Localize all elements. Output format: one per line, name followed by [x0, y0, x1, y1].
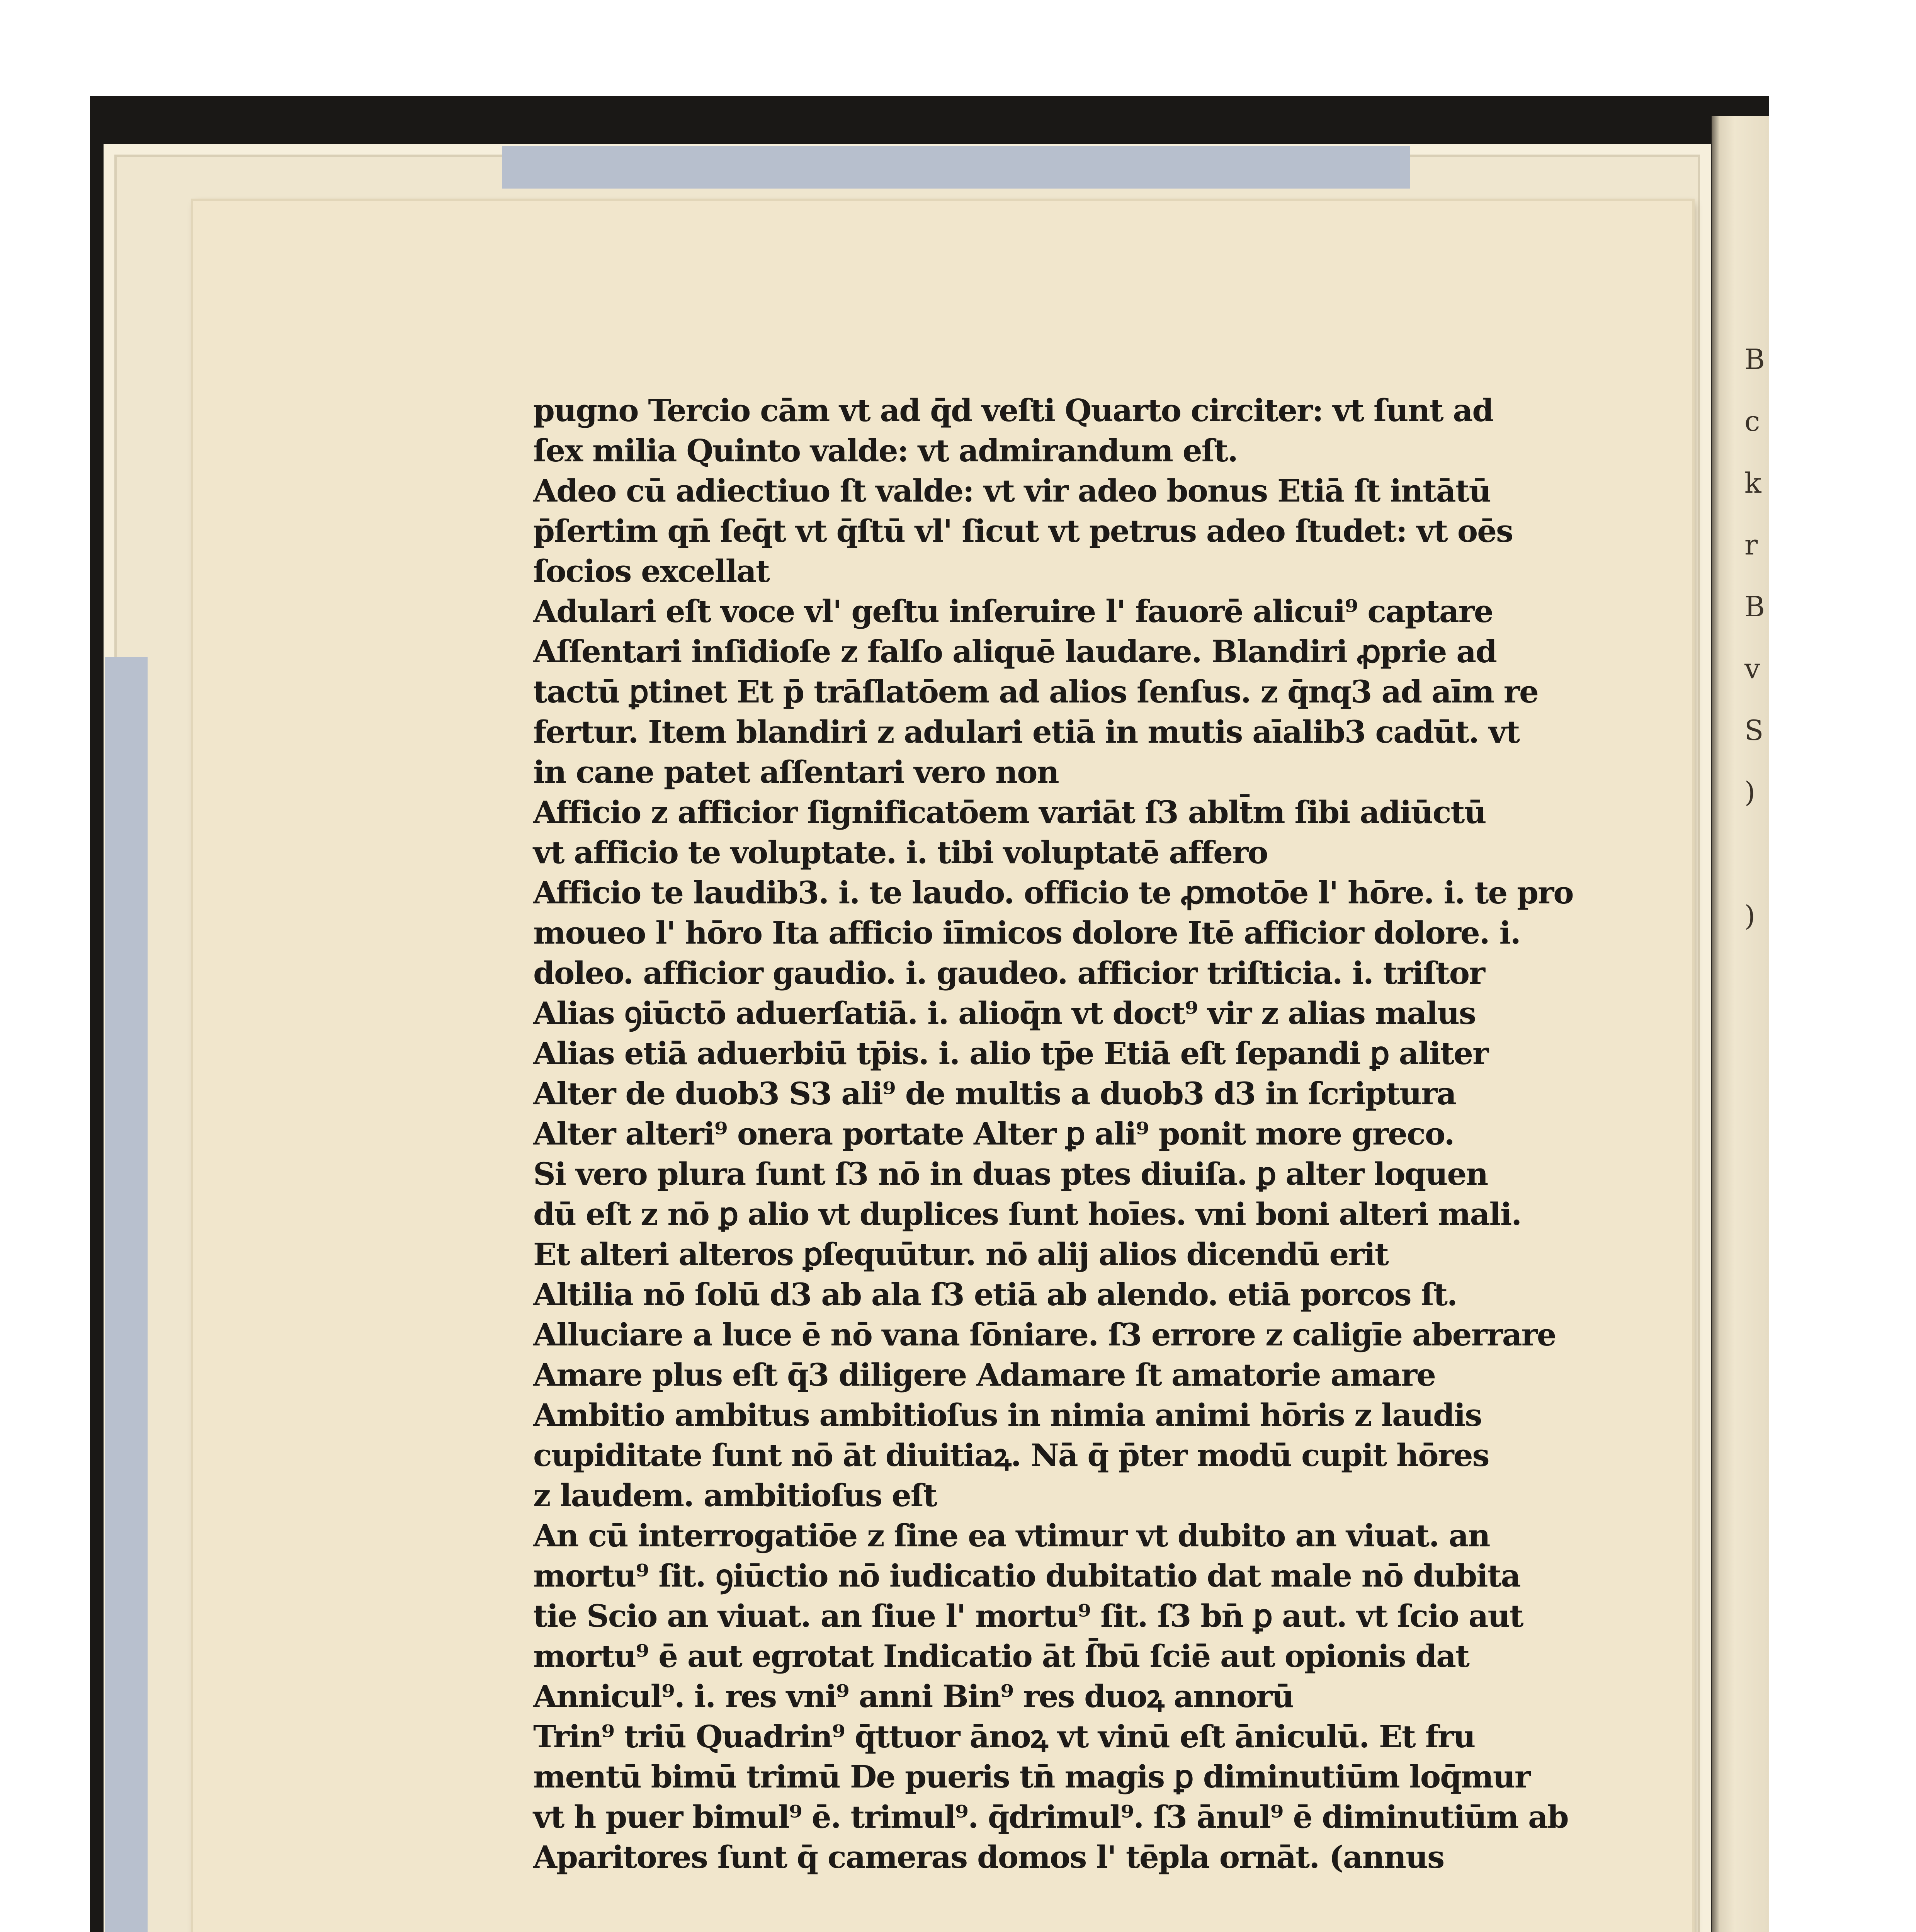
text-line: z laudem. ambitioſus eſt	[533, 1477, 937, 1514]
text-line: Altilia nō ſolū d3 ab ala ſ3 etiā ab alendo. etiā porcos ſt.	[533, 1276, 1457, 1313]
text-line: Afficio te laudib3. i. te laudo. officio te ꝓmotōe l' hōre. i. te pro	[533, 874, 1573, 911]
text-line: moueo l' hōro Ita afficio iīmicos dolore Itē afficior dolore. i.	[533, 915, 1520, 951]
text-line: Trin⁹ triū Quadrin⁹ q̄ttuor ānoꝝ vt vinū eſt āniculū. Et fru	[533, 1718, 1475, 1755]
text-line: p̄ſertim qn̄ ſeq̄t vt q̄ſtū vl' ſicut vt petrus adeo ſtudet: vt oēs	[533, 513, 1513, 549]
text-line: doleo. afficior gaudio. i. gaudeo. afficior triſticia. i. triſtor	[533, 955, 1485, 991]
text-line: Adeo cū adiectiuo ſt valde: vt vir adeo bonus Etiā ſt intātū	[533, 473, 1491, 509]
text-line: in cane patet aſſentari vero non	[533, 754, 1059, 790]
text-line: dū eſt z nō ꝑ alio vt duplices ſunt hoīes. vni boni alteri mali.	[533, 1196, 1522, 1232]
text-line: mortu⁹ ſit. ꝯiūctio nō iudicatio dubitatio dat male nō dubita	[533, 1558, 1520, 1594]
text-line: ſocios excellat	[533, 553, 769, 589]
text-line: vt h puer bimul⁹ ē. trimul⁹. q̄drimul⁹. ſ3 ānul⁹ ē diminutiūm ab	[533, 1799, 1568, 1835]
board-paper-tab-top	[502, 146, 1410, 189]
text-line: fertur. Item blandiri z adulari etiā in mutis aīalib3 cadūt. vt	[533, 714, 1520, 750]
text-line: Alluciare a luce ē nō vana ſōniare. ſ3 errore z caligīe aberrare	[533, 1316, 1556, 1353]
text-line: Alias etiā aduerbiū tp̄is. i. alio tp̄e Etiā eſt ſepandi ꝑ aliter	[533, 1035, 1488, 1071]
text-line: Alter de duob3 S3 ali⁹ de multis a duob3 d3 in ſcriptura	[533, 1075, 1456, 1112]
adjoining-page-fragment: B c k r B v S ) )	[1744, 343, 1765, 932]
text-line: tactū ꝑtinet Et p̄ trāſlatōem ad alios ſenſus. z q̄nq3 ad aīm re	[533, 673, 1538, 710]
text-line: Alias ꝯiūctō aduerſatiā. i. alioq̄n vt doct⁹ vir z alias malus	[533, 995, 1476, 1031]
text-line: Aſſentari inſidioſe z falſo aliquē laudare. Blandiri ꝓprie ad	[533, 633, 1496, 670]
text-line: Afficio z afficior ſignificatōem variāt ſ3 ablt̄m ſibi adiūctū	[533, 794, 1486, 830]
text-line: pugno Tercio cām vt ad q̄d veſti Quarto circiter: vt ſunt ad	[533, 392, 1493, 429]
text-line: vt afficio te voluptate. i. tibi voluptatē affero	[533, 834, 1268, 871]
text-line: tie Scio an viuat. an ſiue l' mortu⁹ ſit. ſ3 bn̄ ꝑ aut. vt ſcio aut	[533, 1598, 1523, 1634]
page-text-block	[533, 390, 1573, 1877]
text-line: Et alteri alteros ꝑſequūtur. nō alij alios dicendū erit	[533, 1236, 1388, 1272]
text-line: ſex milia Quinto valde: vt admirandum eſt.	[533, 432, 1238, 469]
text-line: Adulari eſt voce vl' geſtu inſeruire l' fauorē alicui⁹ captare	[533, 593, 1493, 629]
text-line: An cū interrogatiōe z ſine ea vtimur vt dubito an viuat. an	[533, 1517, 1490, 1554]
text-line: cupiditate ſunt nō āt diuitiaꝝ. Nā q̄ p̄ter modū cupit hōres	[533, 1437, 1489, 1473]
text-line: Alter alteri⁹ onera portate Alter ꝑ ali⁹ ponit more greco.	[533, 1116, 1454, 1152]
text-line: Annicul⁹. i. res vni⁹ anni Bin⁹ res duoꝝ annorū	[533, 1678, 1294, 1714]
text-line: mentū bimū trimū De pueris tn̄ magis ꝑ diminutiūm loq̄mur	[533, 1759, 1530, 1795]
text-line: Amare plus eſt q̄3 diligere Adamare ſt amatorie amare	[533, 1357, 1435, 1393]
text-line: Si vero plura ſunt ſ3 nō in duas ptes diuiſa. ꝑ alter loquen	[533, 1156, 1488, 1192]
text-line: mortu⁹ ē aut egrotat Indicatio āt ſ̄bū ſciē aut opionis dat	[533, 1638, 1469, 1674]
text-line: Aparitores ſunt q̄ cameras domos l' tēpla ornāt. (annus	[533, 1839, 1444, 1875]
board-paper-tab-left	[105, 657, 148, 1932]
text-line: Ambitio ambitus ambitioſus in nimia animi hōris z laudis	[533, 1397, 1482, 1433]
